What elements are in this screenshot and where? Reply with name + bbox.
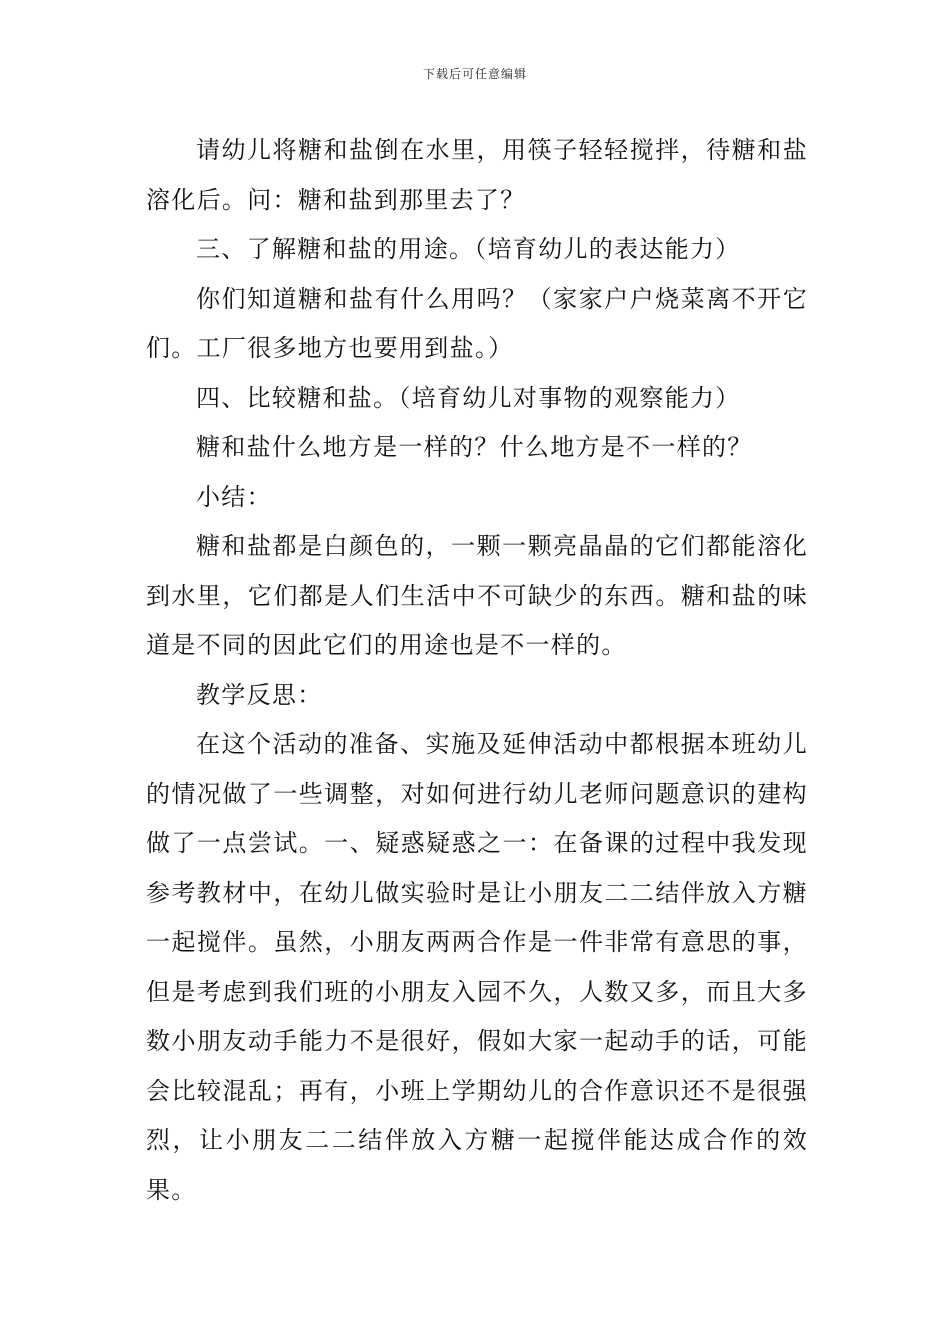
paragraph-reflection: 在这个活动的准备、实施及延伸活动中都根据本班幼儿的情况做了一些调整，对如何进行幼儿老师问题意识的建构做了一点尝试。一、疑惑疑惑之一：在备课的过程中我发现参考教材中，在幼儿做实验时是让小朋友二二结伴放入方糖一起搅伴。虽然，小朋友两两合作是一件非常有意思的事，但是考虑到我们班的小朋友入园不久，人数又多，而且大多数小朋友动手能力不是很好，假如大家一起动手的话，可能会比较混乱；再有，小班上学期幼儿的合作意识还不是很强烈，让小朋友二二结伴放入方糖一起搅伴能达成合作的效果。 <box>146 730 808 1204</box>
section-heading-compare: 四、比较糖和盐。（培育幼儿对事物的观察能力） <box>196 383 741 412</box>
reflection-heading: 教学反思： <box>196 680 323 709</box>
section-heading-uses: 三、了解糖和盐的用途。（培育幼儿的表达能力） <box>196 235 741 263</box>
summary-heading: 小结： <box>196 482 272 511</box>
paragraph-summary: 糖和盐都是白颜色的，一颗一颗亮晶晶的它们都能溶化到水里，它们都是人们生活中不可缺少的东西。糖和盐的味道是不同的因此它们的用途也是不一样的。 <box>146 532 808 659</box>
document-body <box>146 126 808 1215</box>
header-note: 下载后可任意编辑 <box>422 67 527 81</box>
paragraph-compare-question: 糖和盐什么地方是一样的？什么地方是不一样的？ <box>196 433 753 461</box>
paragraph-uses-question: 你们知道糖和盐有什么用吗？（家家户户烧菜离不开它们。工厂很多地方也要用到盐。） <box>146 284 808 362</box>
paragraph-dissolve-experiment: 请幼儿将糖和盐倒在水里，用筷子轻轻搅拌，待糖和盐溶化后。问：糖和盐到那里去了？ <box>146 136 808 214</box>
